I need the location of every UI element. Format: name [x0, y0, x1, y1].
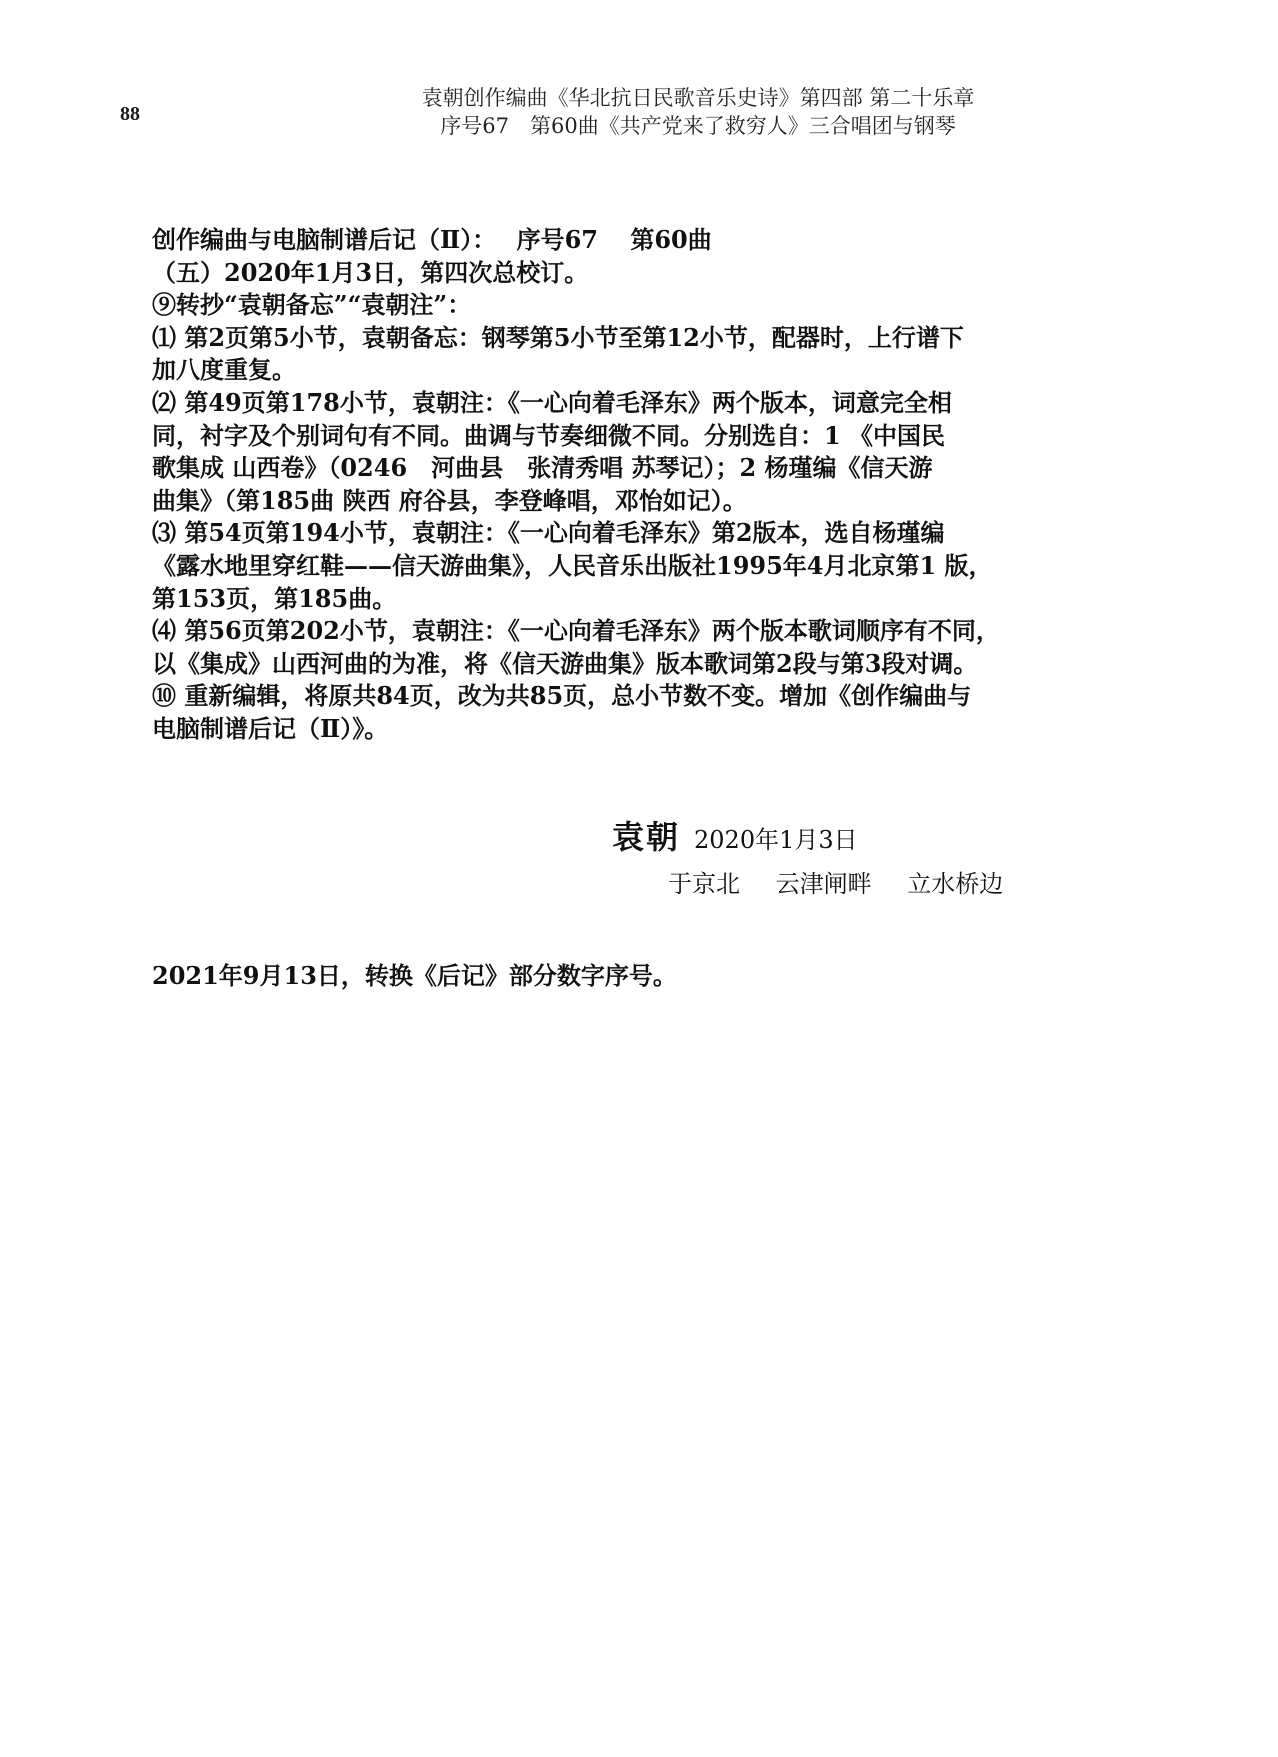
- body-line: 同，衬字及个别词句有不同。曲调与节奏细微不同。分别选自：1 《中国民: [152, 420, 946, 450]
- body-line: 歌集成 山西卷》（0246 河曲县 张清秀唱 苏琴记）；2 杨瑾编《信天游: [152, 453, 933, 483]
- author-signature: 袁朝: [612, 818, 681, 856]
- body-line: ⑶ 第54页第194小节，袁朝注：《一心向着毛泽东》第2版本，选自杨瑾编: [152, 518, 945, 548]
- body-line: （五）2020年1月3日，第四次总校订。: [152, 257, 589, 287]
- body-line: ⑵ 第49页第178小节，袁朝注：《一心向着毛泽东》两个版本，词意完全相: [152, 387, 952, 417]
- page-number: 88: [120, 103, 140, 125]
- body-line: 电脑制谱后记（Ⅱ）》。: [152, 713, 389, 743]
- body-line: 曲集》（第185曲 陕西 府谷县，李登峰唱，邓怡如记）。: [152, 485, 747, 515]
- page-header: [368, 84, 1028, 140]
- body-line: 创作编曲与电脑制谱后记（Ⅱ）： 序号67 第60曲: [152, 225, 712, 254]
- body-line: ⑷ 第56页第202小节，袁朝注：《一心向着毛泽东》两个版本歌词顺序有不同，: [152, 616, 1000, 646]
- header-title-line: 袁朝创作编曲《华北抗日民歌音乐史诗》第四部 第二十乐章: [421, 86, 975, 110]
- place-part: 于京北: [668, 870, 740, 898]
- revision-note: 2021年9月13日，转换《后记》部分数字序号。: [152, 961, 677, 990]
- signature-place: [668, 864, 1112, 899]
- afterword-body: [152, 224, 1152, 746]
- body-line: 加八度重复。: [152, 355, 296, 385]
- body-line: ⑩ 重新编辑，将原共84页，改为共85页，总小节数不变。增加《创作编曲与: [152, 681, 972, 711]
- place-part: 立水桥边: [907, 870, 1004, 898]
- signature-date: 2020年1月3日: [694, 826, 858, 854]
- body-line: ⑴ 第2页第5小节，袁朝备忘：钢琴第5小节至第12小节，配器时，上行谱下: [152, 322, 964, 352]
- place-part: 云津闸畔: [775, 870, 872, 898]
- header-subtitle-line: 序号67 第60曲《共产党来了救穷人》三合唱团与钢琴: [440, 114, 956, 138]
- body-line: 《露水地里穿红鞋——信天游曲集》，人民音乐出版社1995年4月北京第1 版，: [152, 550, 993, 580]
- signature-row: [612, 812, 1112, 858]
- body-line: 第153页，第185曲。: [152, 583, 397, 613]
- body-line: 以《集成》山西河曲的为准，将《信天游曲集》版本歌词第2段与第3段对调。: [152, 648, 978, 678]
- signature-block: [612, 812, 1112, 899]
- body-line: ⑨转抄“袁朝备忘”“袁朝注”：: [152, 290, 472, 320]
